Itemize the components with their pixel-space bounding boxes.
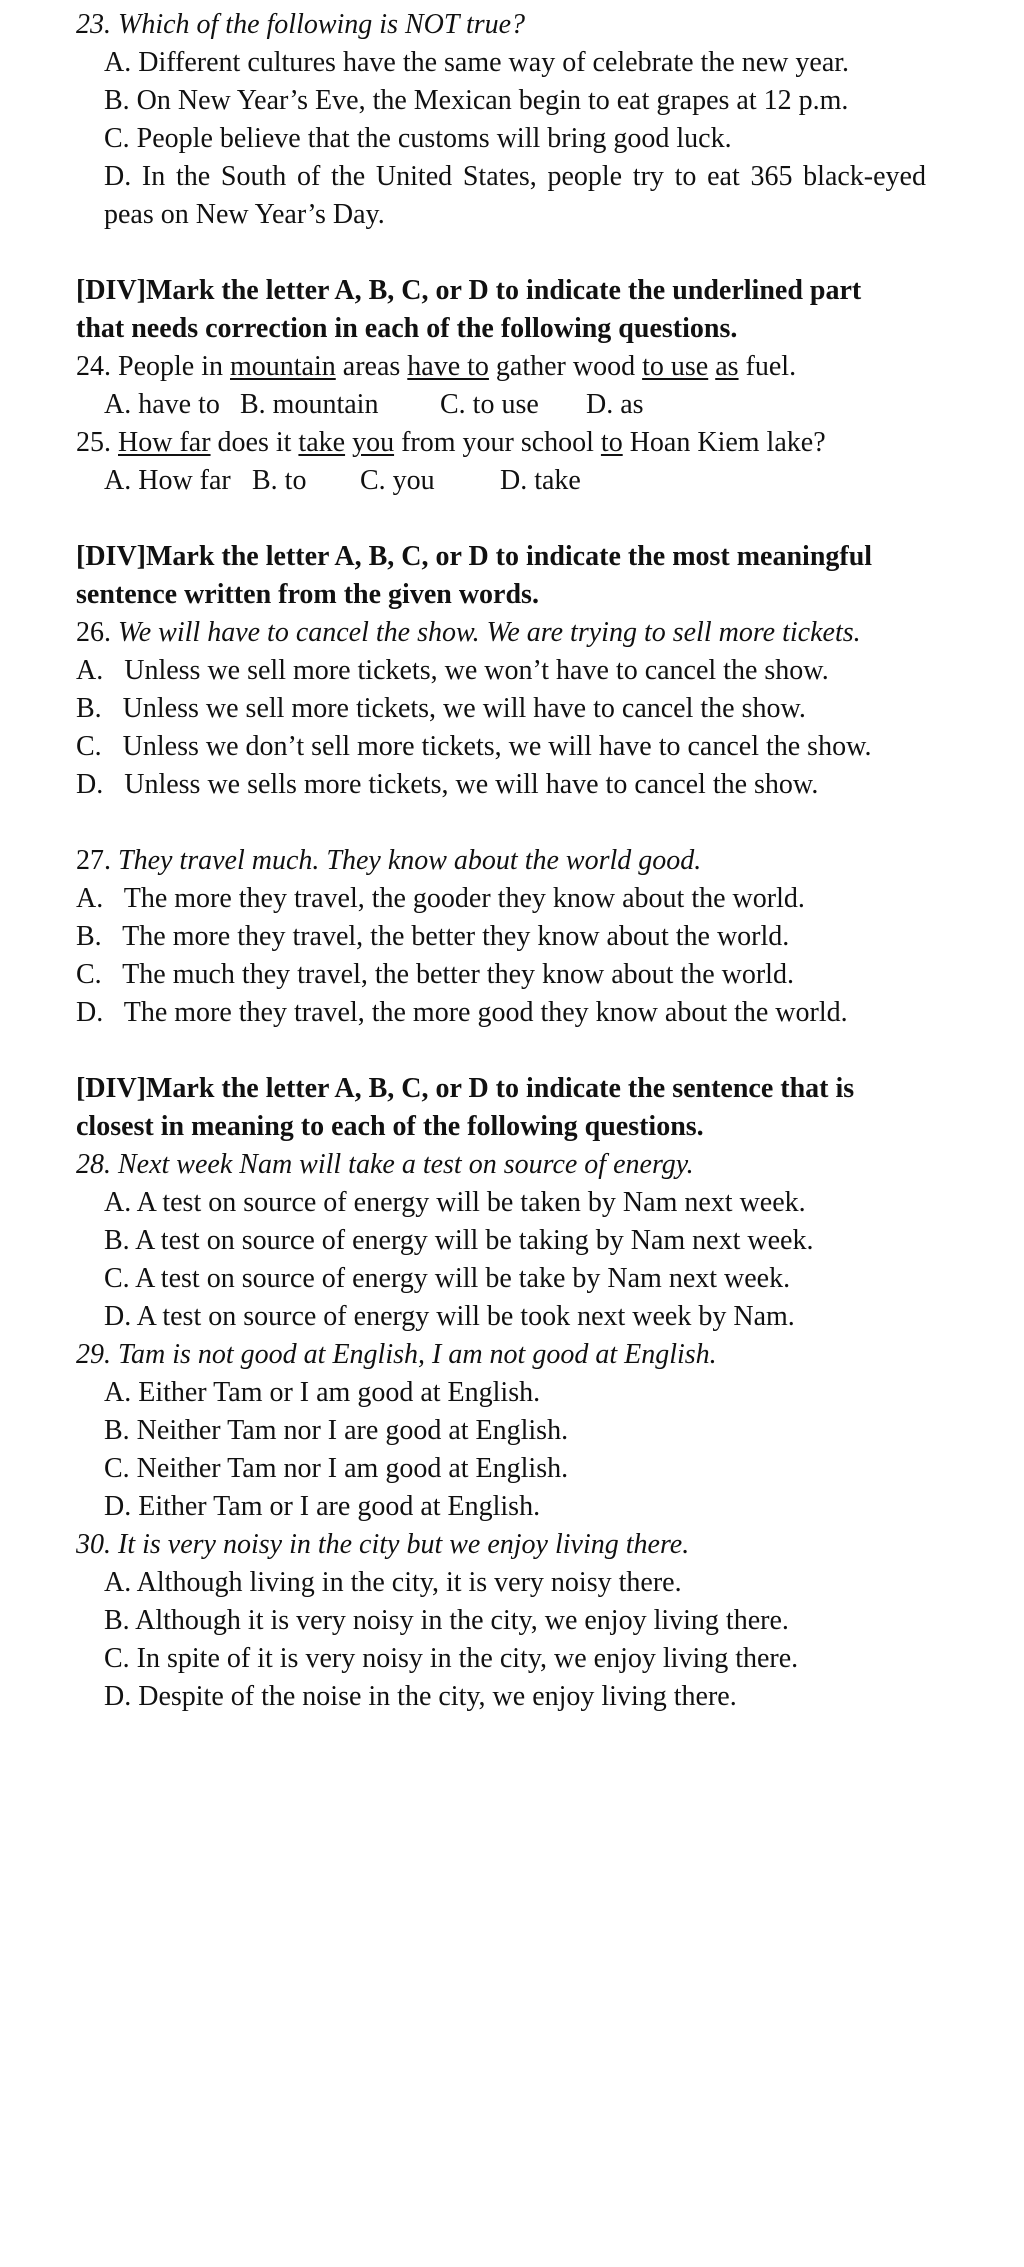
question-25-options bbox=[76, 462, 1004, 500]
question-25 bbox=[76, 424, 876, 462]
question-25-option-b: B. to bbox=[252, 465, 307, 496]
question-24 bbox=[76, 348, 866, 386]
q24-underline-mountain: mountain bbox=[230, 351, 336, 382]
question-27-stem: They travel much. They know about the world good. bbox=[118, 845, 702, 876]
question-25-option-a: A. How far bbox=[104, 465, 231, 496]
q24-text-2: areas bbox=[335, 351, 408, 382]
question-30-stem: 30. It is very noisy in the city but we enjoy living there. bbox=[76, 1529, 690, 1560]
question-26-stem-line bbox=[76, 614, 896, 652]
section-heading-correction: [DIV]Mark the letter A, B, C, or D to indicate the underlined part that needs correction in each of the following questions. bbox=[76, 275, 862, 344]
question-27-stem-line bbox=[76, 842, 936, 880]
question-29-option-c: C. Neither Tam nor I am good at English. bbox=[104, 1453, 569, 1484]
question-27-option-b: B. The more they travel, the better they know about the world. bbox=[76, 921, 790, 952]
question-23 bbox=[76, 6, 1004, 234]
question-28-option-a: A. A test on source of energy will be taken by Nam next week. bbox=[104, 1187, 806, 1218]
question-27-option-c: C. The much they travel, the better they know about the world. bbox=[76, 959, 794, 990]
q25-text-1: 25. bbox=[76, 427, 118, 458]
q24-underline-have-to: have to bbox=[407, 351, 489, 382]
question-26 bbox=[76, 614, 896, 804]
section-heading-closest: [DIV]Mark the letter A, B, C, or D to indicate the sentence that is closest in meaning to each of the following questions. bbox=[76, 1073, 855, 1142]
question-28-stem: 28. Next week Nam will take a test on source of energy. bbox=[76, 1149, 694, 1180]
q24-text-3: gather wood bbox=[488, 351, 643, 382]
q25-underline-how-far: How far bbox=[118, 427, 211, 458]
question-27-option-a: A. The more they travel, the gooder they know about the world. bbox=[76, 883, 805, 914]
question-30-option-d: D. Despite of the noise in the city, we enjoy living there. bbox=[104, 1681, 737, 1712]
question-25-option-c: C. you bbox=[360, 465, 435, 496]
q24-text-1: 24. People in bbox=[76, 351, 230, 382]
question-29-option-b: B. Neither Tam nor I are good at English. bbox=[104, 1415, 569, 1446]
question-28-option-d: D. A test on source of energy will be took next week by Nam. bbox=[104, 1301, 795, 1332]
q24-text-5: fuel. bbox=[738, 351, 797, 382]
question-28-option-b: B. A test on source of energy will be taking by Nam next week. bbox=[104, 1225, 814, 1256]
question-24-options bbox=[76, 386, 1004, 424]
question-29-option-d: D. Either Tam or I are good at English. bbox=[104, 1491, 541, 1522]
question-28-option-c: C. A test on source of energy will be take by Nam next week. bbox=[104, 1263, 791, 1294]
question-26-option-b: B. Unless we sell more tickets, we will have to cancel the show. bbox=[76, 693, 806, 724]
question-24-option-b: B. mountain bbox=[240, 389, 379, 420]
question-26-number: 26. bbox=[76, 617, 111, 648]
question-30 bbox=[76, 1526, 1004, 1716]
q25-text-2: does it bbox=[210, 427, 299, 458]
question-23-option-a: A. Different cultures have the same way of celebrate the new year. bbox=[104, 47, 850, 78]
question-29-stem: 29. Tam is not good at English, I am not good at English. bbox=[76, 1339, 717, 1370]
question-28 bbox=[76, 1146, 1004, 1336]
q25-text-5: Hoan Kiem lake? bbox=[622, 427, 826, 458]
question-29-option-a: A. Either Tam or I am good at English. bbox=[104, 1377, 541, 1408]
question-30-option-a: A. Although living in the city, it is very noisy there. bbox=[104, 1567, 682, 1598]
question-30-option-b: B. Although it is very noisy in the city, we enjoy living there. bbox=[104, 1605, 789, 1636]
question-23-stem: 23. Which of the following is NOT true? bbox=[76, 9, 526, 40]
question-26-option-a: A. Unless we sell more tickets, we won’t have to cancel the show. bbox=[76, 655, 829, 686]
question-23-option-d: D. In the South of the United States, people try to eat 365 black-eyed peas on New Year’s Day. bbox=[104, 161, 926, 230]
q24-underline-to-use: to use bbox=[642, 351, 709, 382]
question-27-number: 27. bbox=[76, 845, 111, 876]
question-29 bbox=[76, 1336, 1004, 1526]
q25-text-3 bbox=[345, 427, 352, 458]
section-heading-meaningful: [DIV]Mark the letter A, B, C, or D to indicate the most meaningful sentence written from the given words. bbox=[76, 541, 873, 610]
q25-underline-take: take bbox=[298, 427, 346, 458]
q25-underline-you: you bbox=[352, 427, 395, 458]
question-27-option-d: D. The more they travel, the more good they know about the world. bbox=[76, 997, 848, 1028]
question-26-option-c: C. Unless we don’t sell more tickets, we will have to cancel the show. bbox=[76, 731, 872, 762]
q25-underline-to: to bbox=[600, 427, 623, 458]
question-23-option-c: C. People believe that the customs will bring good luck. bbox=[104, 123, 732, 154]
question-30-option-c: C. In spite of it is very noisy in the city, we enjoy living there. bbox=[104, 1643, 799, 1674]
question-24-option-a: A. have to bbox=[104, 389, 220, 420]
question-26-option-d: D. Unless we sells more tickets, we will have to cancel the show. bbox=[76, 769, 819, 800]
question-23-option-b: B. On New Year’s Eve, the Mexican begin to eat grapes at 12 p.m. bbox=[104, 85, 849, 116]
question-26-stem: We will have to cancel the show. We are trying to sell more tickets. bbox=[118, 617, 861, 648]
question-27 bbox=[76, 842, 936, 1032]
question-25-option-d: D. take bbox=[500, 465, 581, 496]
question-24-option-d: D. as bbox=[586, 389, 644, 420]
q24-underline-as: as bbox=[715, 351, 739, 382]
q25-text-4: from your school bbox=[394, 427, 601, 458]
question-24-option-c: C. to use bbox=[440, 389, 539, 420]
spacer bbox=[76, 804, 1004, 842]
